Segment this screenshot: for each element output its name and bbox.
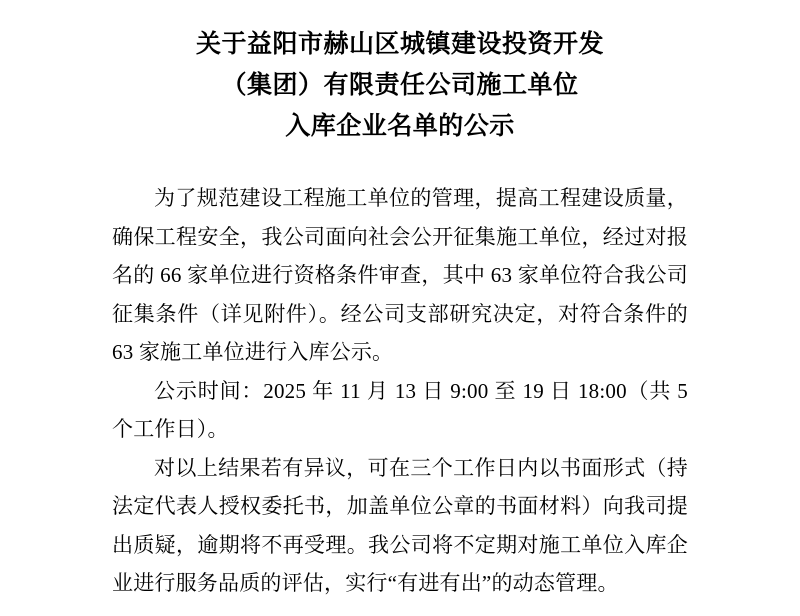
paragraph-3: 对以上结果若有异议，可在三个工作日内以书面形式（持法定代表人授权委托书，加盖单位公章的书面材料）向我司提出质疑，逾期将不再受理。我公司将不定期对施工单位入库企业进行服务品质的评估，实行“有进有出”的动态管理。 — [112, 455, 688, 595]
document-body — [112, 179, 688, 603]
title-line-2: （集团）有限责任公司施工单位 — [221, 72, 579, 99]
title-line-3: 入库企业名单的公示 — [285, 113, 515, 140]
paragraph-2: 公示时间：2025 年 11 月 13 日 9:00 至 19 日 18:00（共 5 个工作日）。 — [112, 378, 688, 441]
page-title — [112, 18, 688, 147]
paragraph-1: 为了规范建设工程施工单位的管理，提高工程建设质量，确保工程安全，我公司面向社会公开征集施工单位，经过对报名的 66 家单位进行资格条件审查，其中 63 家单位符合我公司征集条件（详见附件）。经公司支部研究决定，对符合条件的 63 家施工单位进行入库公示。 — [112, 186, 688, 364]
title-line-1: 关于益阳市赫山区城镇建设投资开发 — [195, 31, 604, 58]
